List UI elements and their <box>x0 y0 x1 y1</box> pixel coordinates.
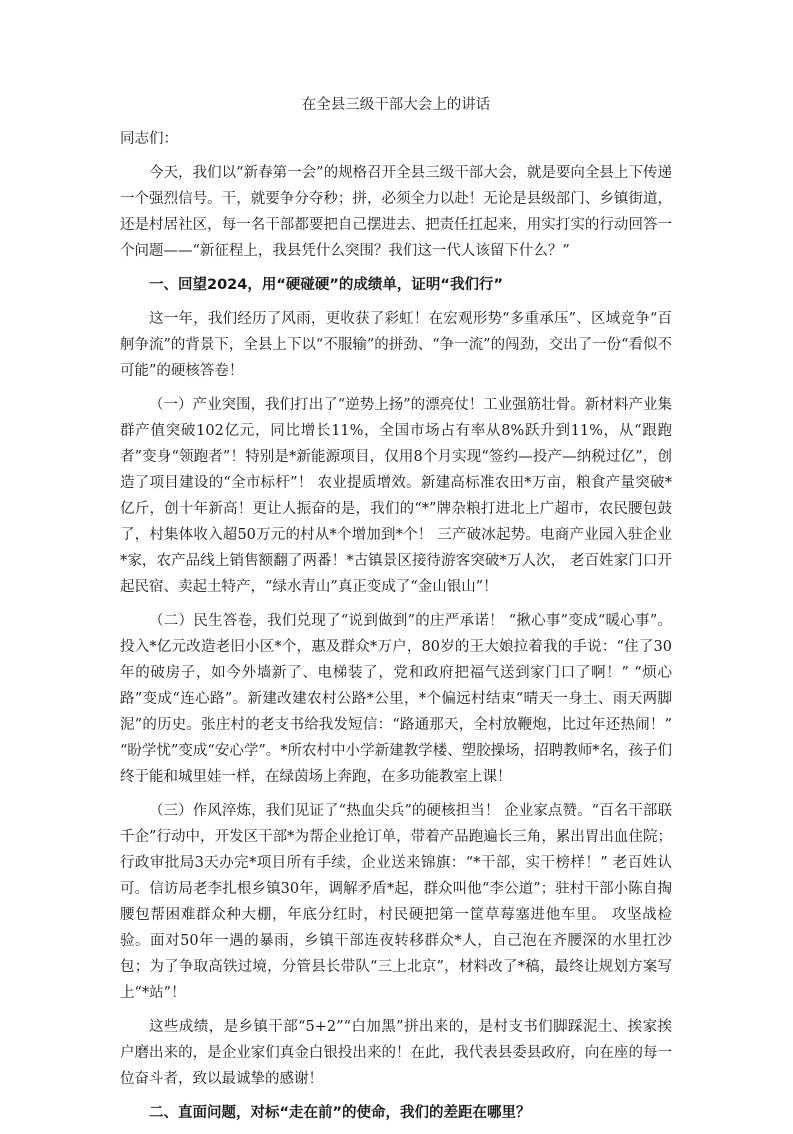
conduct-paragraph: （三）作风淬炼，我们见证了“热血尖兵”的硬核担当！ 企业家点赞。“百名干部联千企”行动中，开发区干部*为帮企业抢订单，带着产品跑遍长三角，累出胃出血住院；行政审批局3天办完*项目所有手续，企业送来锦旗：“*干部，实干榜样！” 老百姓认可。信访局老李扎根乡镇30年，调解矛盾*起，群众叫他“李公道”；驻村干部小陈自掏腰包帮困难群众种大棚，年底分红时，村民硬把第一筐草莓塞进他车里。 攻坚战检验。面对50年一遇的暴雨，乡镇干部连夜转移群众*人，自己泡在齐腰深的水里扛沙包；为了争取高铁过境，分管县长带队“三上北京”，材料改了*稿，最终让规划方案写上“*站”！ <box>120 803 672 1001</box>
livelihood-paragraph: （二）民生答卷，我们兑现了“说到做到”的庄严承诺！ “揪心事”变成“暖心事”。投入*亿元改造老旧小区*个，惠及群众*万户，80岁的王大娘拉着我的手说：“住了30年的破房子，如今外墙新了、电梯装了，党和政府把福气送到家门口了啊！” “烦心路”变成“连心路”。新建改建农村公路*公里，*个偏远村结束“晴天一身土、雨天两脚泥”的历史。张庄村的老支书给我发短信：“路通那天，全村放鞭炮，比过年还热闹！” “盼学忧”变成“安心学”。*所农村中小学新建教学楼、塑胶操场，招聘教师*名，孩子们终于能和城里娃一样，在绿茵场上奔跑，在多功能教室上课！ <box>120 613 672 785</box>
section-1-lead-paragraph: 这一年，我们经历了风雨，更收获了彩虹！在宏观形势“多重承压”、区域竞争“百舸争流”的背景下，全县上下以“不服输”的拼劲、“争一流”的闯劲，交出了一份“看似不可能”的硬核答卷！ <box>120 311 672 379</box>
industry-paragraph: （一）产业突围，我们打出了“逆势上扬”的漂亮仗！工业强筋壮骨。新材料产业集群产值突破102亿元，同比增长11%，全国市场占有率从8%跃升到11%，从“跟跑者”变身“领跑者”！特别是*新能源项目，仅用8个月实现“签约—投产—纳税过亿”，创造了项目建设的“全市标杆”！ 农业提质增效。新建高标准农田*万亩，粮食产量突破*亿斤，创十年新高！更让人振奋的是，我们的“*”牌杂粮打进北上广超市，农民腰包鼓了，村集体收入超50万元的村从*个增加到*个！ 三产破冰起势。电商产业园入驻企业*家，农产品线上销售额翻了两番！*古镇景区接待游客突破*万人次， 老百姓家门口开起民宿、卖起土特产，“绿水青山”真正变成了“金山银山”！ <box>120 397 672 595</box>
section-2-heading: 二、直面问题，对标“走在前”的使命，我们的差距在哪里？ <box>149 1105 531 1121</box>
salutation: 同志们： <box>120 131 178 147</box>
thanks-paragraph: 这些成绩，是乡镇干部“5+2”“白加黑”拼出来的，是村支书们脚踩泥土、挨家挨户磨出来的，是企业家们真金白银投出来的！在此，我代表县委县政府，向在座的每一位奋斗者，致以最诚挚的感谢！ <box>120 1019 672 1087</box>
document-title: 在全县三级干部大会上的讲话 <box>301 97 491 113</box>
section-1-heading: 一、回望2024，用“硬碰硬”的成绩单，证明“我们行” <box>149 277 503 293</box>
document-body <box>120 92 672 1134</box>
intro-paragraph: 今天，我们以“新春第一会”的规格召开全县三级干部大会，就是要向全县上下传递一个强烈信号。干，就要争分夺秒；拼，必须全力以赴！无论是县级部门、乡镇街道，还是村居社区，每一名干部都要把自己摆进去、把责任扛起来，用实打实的行动回答一个问题——“新征程上，我县凭什么突围？我们这一代人该留下什么？” <box>120 165 672 259</box>
